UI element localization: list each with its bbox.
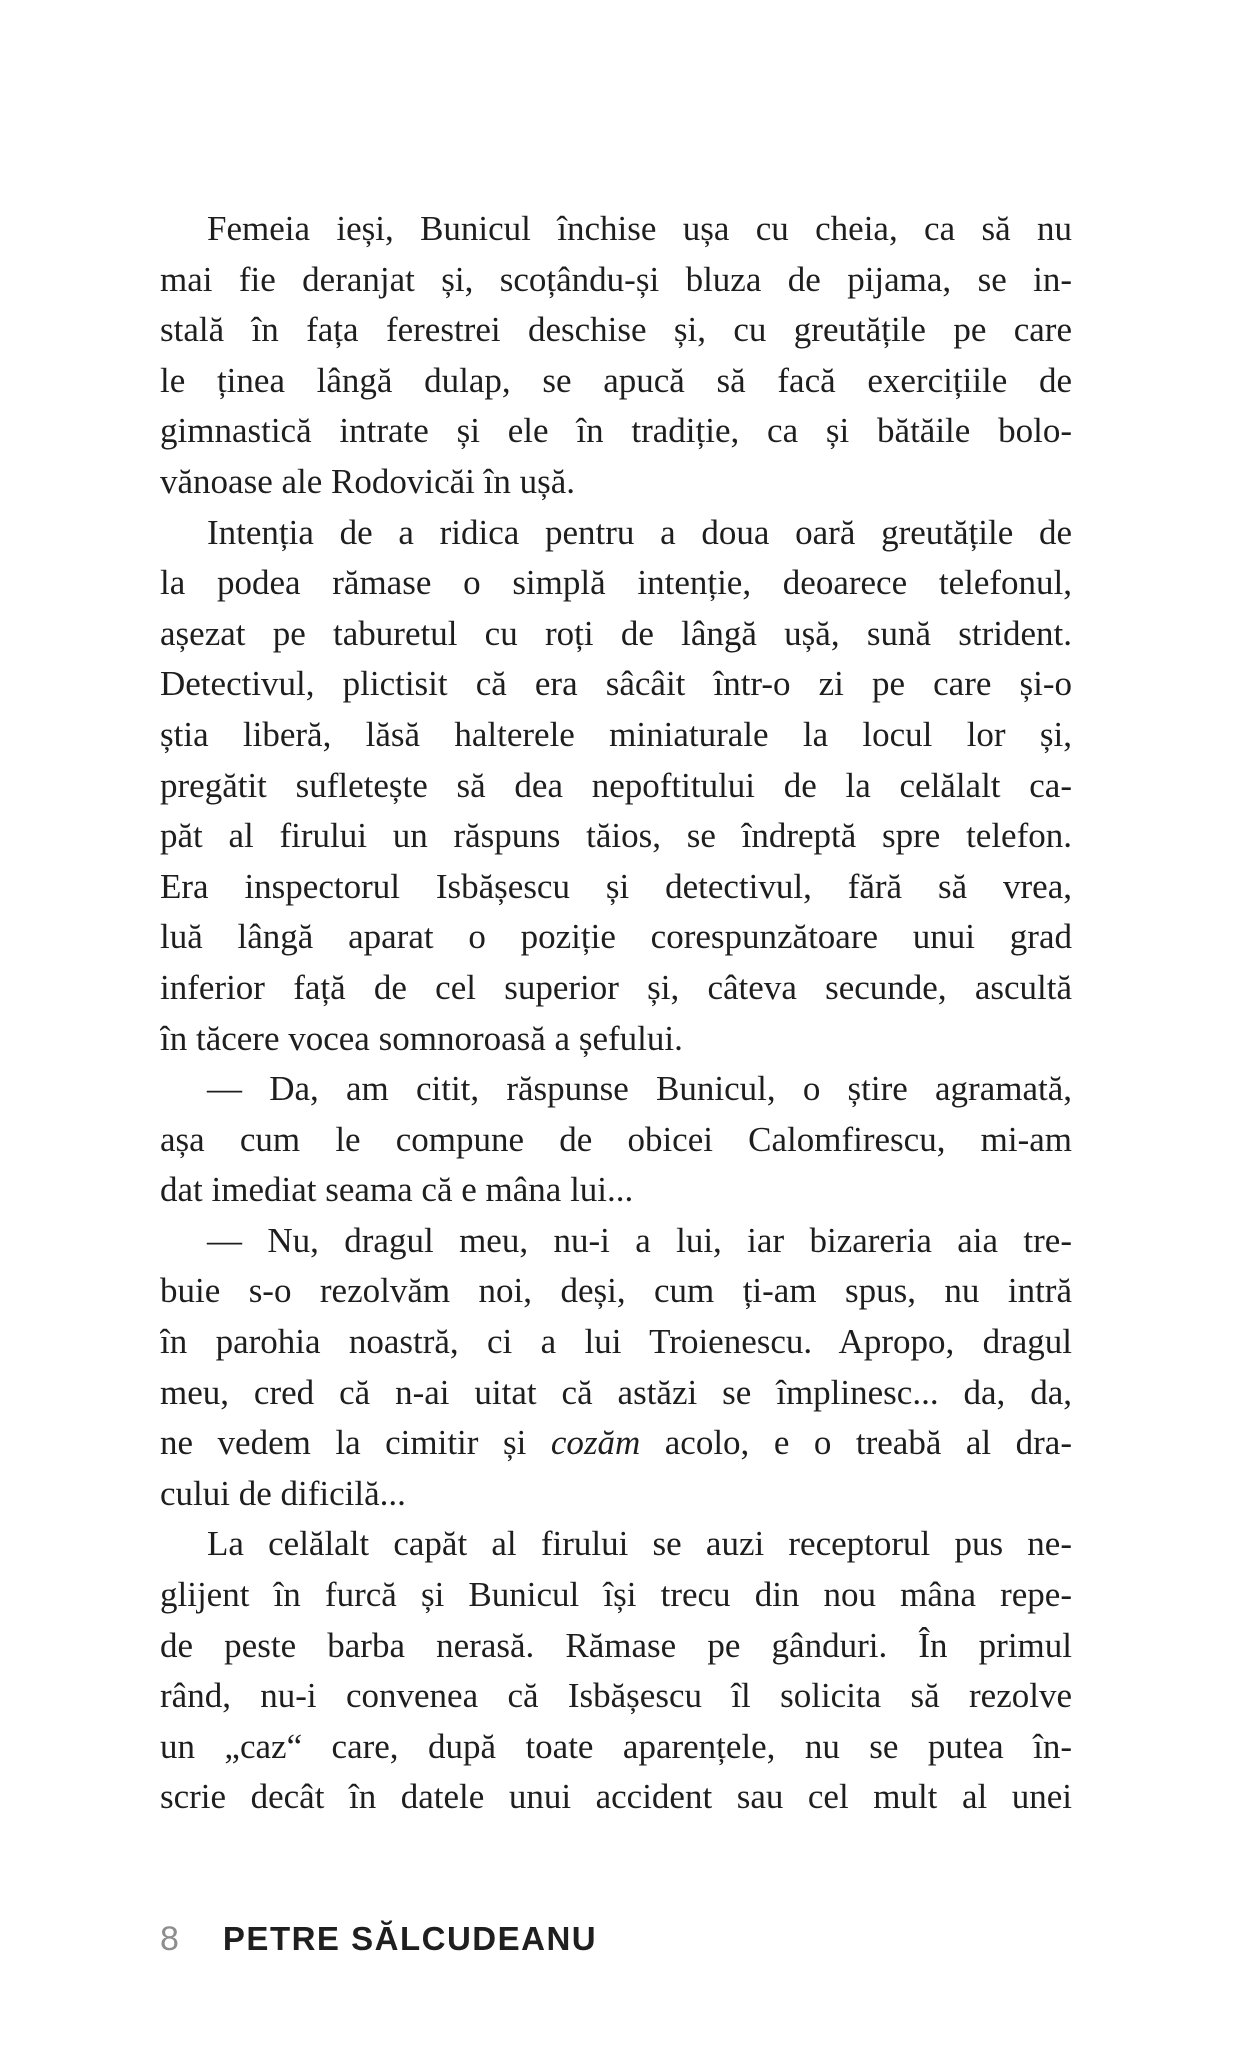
italic-word: cozăm — [550, 1423, 641, 1463]
text-line: luă lângă aparat o poziție corespunzătoare unui grad — [160, 917, 1072, 957]
page-text-block — [160, 204, 1072, 1823]
text-line: le ținea lângă dulap, se apucă să facă exercițiile de — [160, 360, 1072, 400]
text-line: în parohia noastră, ci a lui Troienescu. Apropo, dragul — [160, 1322, 1072, 1362]
text-line: așezat pe taburetul cu roți de lângă ușă, sună strident. — [160, 613, 1072, 653]
text-line: Femeia ieși, Bunicul închise ușa cu cheia, ca să nu — [207, 209, 1072, 248]
text-line: scrie decât în datele unui accident sau cel mult al unei — [160, 1777, 1072, 1817]
text-line: meu, cred că n-ai uitat că astăzi se împlinesc... da, da, — [160, 1372, 1072, 1412]
text-line — [160, 1418, 1072, 1469]
text-line: știa liberă, lăsă halterele miniaturale la locul lor și, — [160, 714, 1072, 754]
text-segment: ne vedem la cimitir și — [160, 1423, 551, 1463]
page-footer — [160, 1920, 1072, 1959]
text-line: buie s-o rezolvăm noi, deși, cum ți-am spus, nu intră — [160, 1271, 1072, 1311]
text-line: de peste barba nerasă. Rămase pe gânduri. În primul — [160, 1625, 1072, 1665]
text-line: rând, nu-i convenea că Isbășescu îl solicita să rezolve — [160, 1676, 1072, 1716]
author-name: PETRE SĂLCUDEANU — [222, 1920, 598, 1957]
text-line: — Nu, dragul meu, nu-i a lui, iar bizareria aia tre- — [207, 1220, 1072, 1260]
text-line: vănoase ale Rodovicăi în ușă. — [160, 461, 576, 501]
page-number: 8 — [160, 1920, 179, 1958]
text-line: Era inspectorul Isbășescu și detectivul, fără să vrea, — [160, 866, 1072, 906]
text-line: un „caz“ care, după toate aparențele, nu se putea în- — [160, 1726, 1072, 1766]
text-line: cului de dificilă... — [160, 1473, 406, 1513]
text-line: Detectivul, plictisit că era sâcâit într-o zi pe care și-o — [160, 664, 1072, 704]
text-line: — Da, am citit, răspunse Bunicul, o știre agramată, — [207, 1069, 1072, 1109]
text-line: la podea rămase o simplă intenție, deoarece telefonul, — [160, 563, 1072, 603]
text-line: glijent în furcă și Bunicul își trecu din nou mâna repe- — [160, 1575, 1072, 1615]
text-line: La celălalt capăt al firului se auzi receptorul pus ne- — [207, 1524, 1072, 1564]
text-line: așa cum le compune de obicei Calomfirescu, mi-am — [160, 1119, 1072, 1159]
text-line: dat imediat seama că e mâna lui... — [160, 1170, 634, 1210]
text-line: păt al firului un răspuns tăios, se îndreptă spre telefon. — [160, 816, 1072, 856]
text-line: Intenția de a ridica pentru a doua oară greutățile de — [207, 512, 1072, 552]
text-segment: acolo, e o treabă al dra- — [640, 1423, 1072, 1463]
text-line: stală în fața ferestrei deschise și, cu greutățile pe care — [160, 310, 1072, 350]
text-line: mai fie deranjat și, scoțându-și bluza de pijama, se in- — [160, 259, 1072, 299]
text-line: gimnastică intrate și ele în tradiție, ca și bătăile bolo- — [160, 411, 1072, 451]
text-line: în tăcere vocea somnoroasă a șefului. — [160, 1018, 683, 1058]
text-line: pregătit sufletește să dea nepoftitului de la celălalt ca- — [160, 765, 1072, 805]
text-line: inferior față de cel superior și, câteva secunde, ascultă — [160, 967, 1072, 1007]
